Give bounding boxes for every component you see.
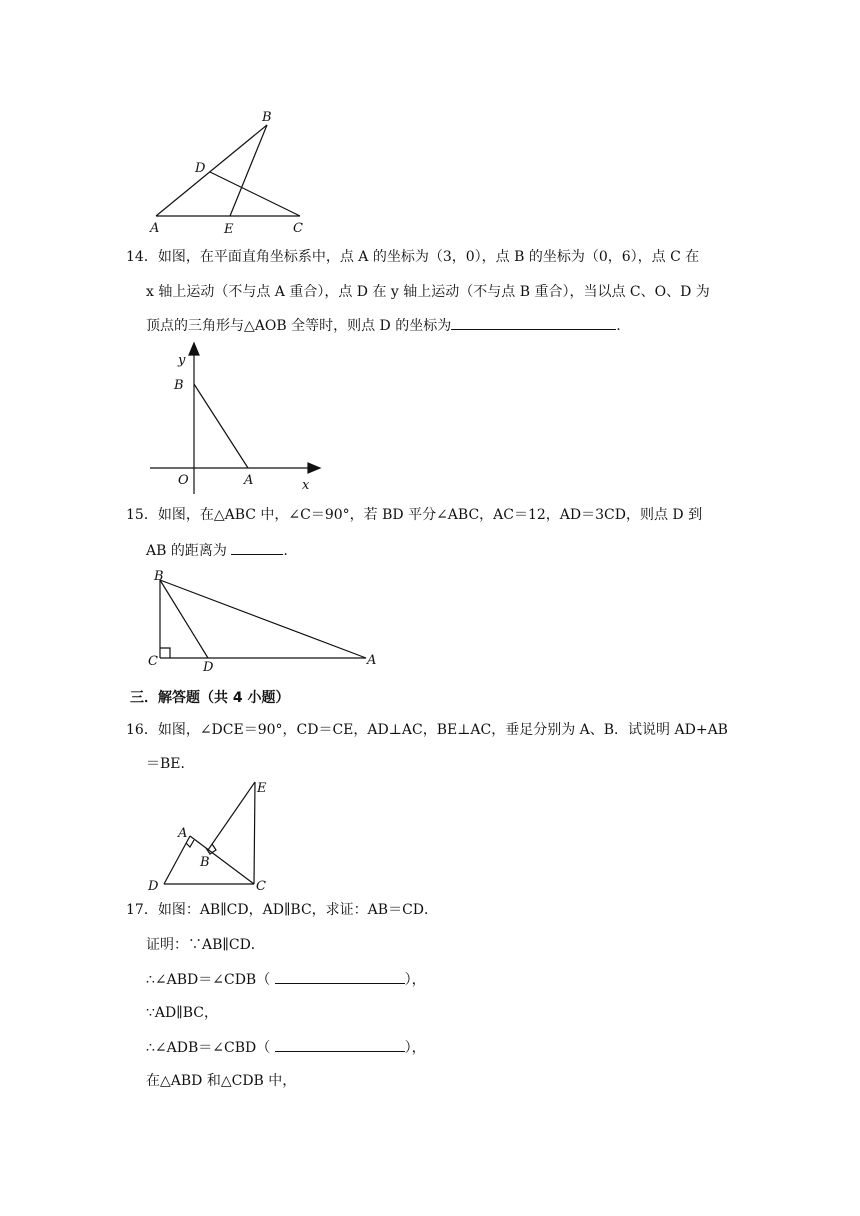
q17-proof-line-4-end: ）， — [404, 1040, 426, 1056]
q17-proof-line-5: 在△ABD 和△CDB 中， — [146, 1073, 297, 1089]
label-y: y — [178, 353, 186, 368]
label-C: C — [293, 221, 303, 236]
q17-proof-line-1: 证明：∵AB∥CD． — [146, 937, 265, 953]
label-D: D — [195, 161, 206, 176]
q15-answer-blank[interactable] — [231, 540, 283, 555]
q17-proof-line-2-end: ）， — [404, 972, 426, 988]
q14-line-3 — [146, 315, 621, 336]
q14-line-2: x 轴上运动（不与点 A 重合），点 D 在 y 轴上运动（不与点 B 重合），当以点 C、O、D 为 — [146, 284, 710, 300]
figure-15-right-triangle — [140, 566, 390, 676]
right-angle-mark-C — [160, 648, 170, 658]
q17-reason-blank-2[interactable] — [275, 1037, 405, 1052]
section-heading: 三．解答题（共 4 小题） — [130, 690, 290, 706]
x-axis-arrow — [308, 463, 320, 473]
label-A: A — [244, 473, 254, 488]
q17-line-1: 17．如图：AB∥CD，AD∥BC，求证：AB＝CD． — [126, 902, 439, 918]
segment-AB — [156, 125, 267, 216]
q16-line-2: ＝BE． — [146, 756, 195, 772]
q14-line-3-end: . — [616, 318, 621, 334]
q17-proof-line-3: ∵AD∥BC， — [146, 1005, 218, 1021]
label-x: x — [302, 478, 310, 493]
label-D: D — [148, 879, 159, 894]
q17-proof-line-2-text: ∴∠ABD＝∠CDB（ — [146, 972, 271, 988]
q16-line-1: 16．如图，∠DCE＝90°，CD＝CE，AD⊥AC，BE⊥AC，垂足分别为 A、B．试说明 AD+AB — [126, 722, 728, 738]
segment-EC — [254, 782, 255, 884]
label-B: B — [200, 855, 210, 870]
figure-13-triangle — [140, 100, 340, 240]
q15-line-2-text: AB 的距离为 — [146, 543, 227, 559]
figure-14-coordinate-plane — [140, 338, 340, 496]
q14-line-3-text: 顶点的三角形与△AOB 全等时，则点 D 的坐标为 — [146, 318, 452, 334]
y-axis-arrow — [189, 343, 199, 355]
q14-line-1: 14．如图，在平面直角坐标系中，点 A 的坐标为（3，0），点 B 的坐标为（0，6），点 C 在 — [126, 249, 700, 265]
segment-BD — [160, 580, 208, 658]
q17-proof-line-4-text: ∴∠ADB＝∠CBD（ — [146, 1040, 271, 1056]
label-A: A — [178, 826, 188, 841]
label-B: B — [174, 378, 184, 393]
segment-DC — [210, 172, 300, 216]
label-E: E — [224, 222, 234, 237]
segment-BA — [160, 580, 366, 658]
label-B: B — [154, 569, 164, 584]
label-C: C — [148, 654, 158, 669]
label-E: E — [257, 781, 267, 796]
q17-proof-line-2 — [146, 969, 426, 990]
q15-line-1: 15．如图，在△ABC 中，∠C＝90°，若 BD 平分∠ABC，AC＝12，AD＝3CD，则点 D 到 — [126, 507, 703, 523]
label-A: A — [150, 221, 160, 236]
segment-BE — [230, 125, 267, 216]
q15-line-2 — [146, 540, 288, 561]
label-O: O — [178, 473, 189, 488]
segment-AB — [194, 384, 248, 468]
segment-BE — [208, 782, 255, 850]
label-C: C — [256, 879, 266, 894]
figure-16-triangles — [140, 776, 280, 894]
q17-reason-blank-1[interactable] — [275, 969, 405, 984]
label-B: B — [262, 110, 272, 125]
label-D: D — [203, 660, 214, 675]
q15-line-2-end: . — [283, 543, 288, 559]
q14-answer-blank[interactable] — [451, 315, 616, 330]
label-A: A — [367, 653, 377, 668]
q17-proof-line-4 — [146, 1037, 426, 1058]
